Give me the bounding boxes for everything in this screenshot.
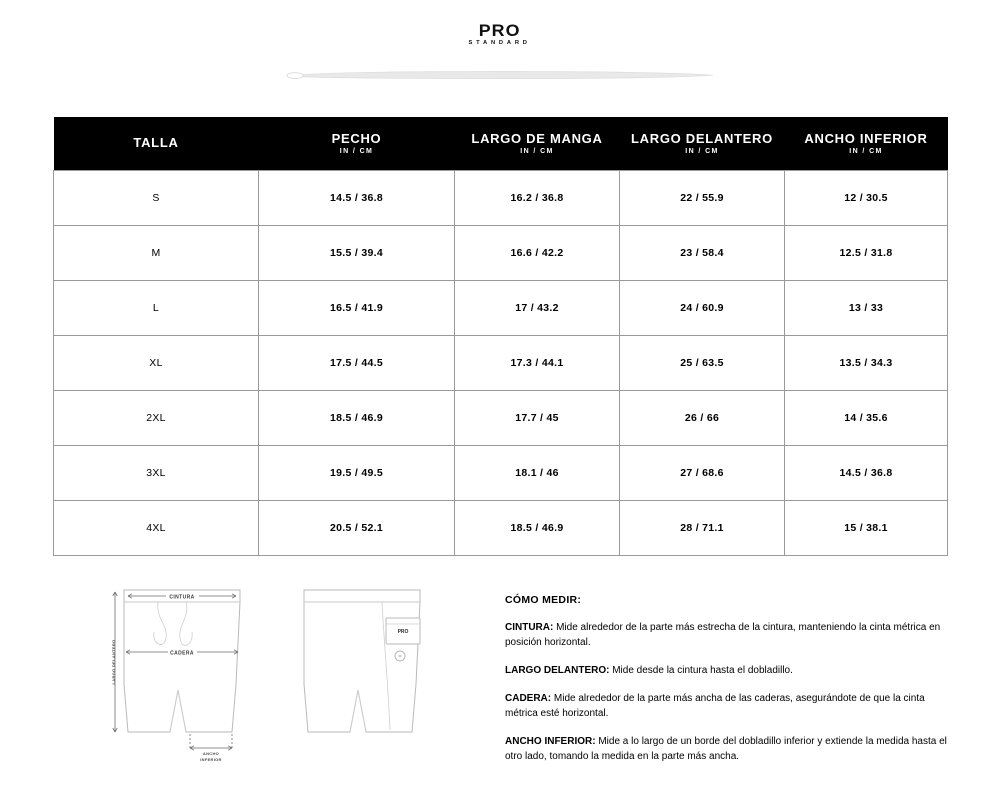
guide-term: LARGO DELANTERO: (505, 665, 610, 676)
cell-size: 4XL (54, 500, 259, 555)
column-header-label: PECHO (331, 130, 382, 146)
guide-text: Mide a lo largo de un borde del dobladillo inferior y extiende la medida hasta el otro lado, tomando la medida en la parte más ancha. (505, 736, 947, 762)
cell-ancho-inferior: 12.5 / 31.8 (785, 225, 948, 280)
guide-item-largo-delantero (505, 663, 955, 678)
guide-item-ancho-inferior (505, 734, 955, 764)
guide-text: Mide alrededor de la parte más estrecha de la cintura, manteniendo la cinta métrica en posición horizontal. (505, 622, 941, 648)
column-header-unit: IN / CM (520, 147, 554, 155)
column-header-talla (54, 117, 259, 170)
shorts-front-diagram (111, 590, 240, 762)
label-largo-delantero: LARGO DELANTERO (111, 639, 116, 685)
column-header-largo-delantero (620, 117, 785, 170)
cell-largo-delantero: 25 / 63.5 (620, 335, 785, 390)
lower-section (0, 572, 1000, 802)
cell-manga: 17.7 / 45 (455, 390, 620, 445)
shorts-side-diagram (304, 590, 420, 732)
cell-manga: 18.5 / 46.9 (455, 500, 620, 555)
cell-largo-delantero: 26 / 66 (620, 390, 785, 445)
guide-item-cintura (505, 620, 955, 650)
cell-ancho-inferior: 14.5 / 36.8 (785, 445, 948, 500)
guide-text: Mide desde la cintura hasta el dobladillo. (609, 665, 793, 676)
cell-manga: 16.6 / 42.2 (455, 225, 620, 280)
column-header-label: LARGO DELANTERO (631, 130, 773, 146)
size-table-container (53, 117, 947, 556)
cell-manga: 17 / 43.2 (455, 280, 620, 335)
column-header-unit: IN / CM (849, 147, 883, 155)
table-row (54, 170, 948, 225)
cell-size: XL (54, 335, 259, 390)
measuring-guide (505, 594, 955, 777)
cell-pecho: 19.5 / 49.5 (259, 445, 455, 500)
guide-term: ANCHO INFERIOR: (505, 736, 596, 747)
brand-name: PRO (479, 21, 521, 40)
needle-icon (283, 70, 717, 78)
cell-pecho: 18.5 / 46.9 (259, 390, 455, 445)
table-body (54, 170, 948, 555)
cell-size: L (54, 280, 259, 335)
table-row (54, 445, 948, 500)
column-header-label: LARGO DE MANGA (471, 130, 603, 146)
table-row (54, 225, 948, 280)
shorts-diagrams (82, 572, 472, 772)
label-ancho-inferior-1: ANCHO (202, 751, 220, 756)
cell-largo-delantero: 28 / 71.1 (620, 500, 785, 555)
cell-ancho-inferior: 15 / 38.1 (785, 500, 948, 555)
cell-manga: 16.2 / 36.8 (455, 170, 620, 225)
cell-manga: 18.1 / 46 (455, 445, 620, 500)
title-decoration (0, 58, 1000, 88)
cell-pecho: 14.5 / 36.8 (259, 170, 455, 225)
cell-largo-delantero: 22 / 55.9 (620, 170, 785, 225)
brand-wordmark (469, 22, 531, 47)
column-header-unit: IN / CM (339, 147, 374, 155)
cell-ancho-inferior: 12 / 30.5 (785, 170, 948, 225)
guide-text: Mide alrededor de la parte más ancha de las caderas, asegurándote de que la cinta métrica esté horizontal. (505, 693, 925, 719)
guide-title: CÓMO MEDIR: (505, 594, 582, 606)
label-cadera: CADERA (170, 650, 194, 657)
cell-size: 2XL (54, 390, 259, 445)
cell-largo-delantero: 23 / 58.4 (620, 225, 785, 280)
table-row (54, 500, 948, 555)
table-header (54, 117, 948, 170)
label-ancho-inferior-2: INFERIOR (200, 757, 222, 762)
table-row (54, 390, 948, 445)
guide-term: CADERA: (505, 693, 552, 704)
cell-pecho: 20.5 / 52.1 (259, 500, 455, 555)
label-cintura: CINTURA (169, 594, 195, 601)
table-header-row (54, 117, 948, 170)
cell-pecho: 15.5 / 39.4 (259, 225, 455, 280)
guide-item-cadera (505, 691, 955, 721)
cell-pecho: 17.5 / 44.5 (259, 335, 455, 390)
cell-size: M (54, 225, 259, 280)
cell-size: S (54, 170, 259, 225)
table-row (54, 280, 948, 335)
column-header-pecho (259, 117, 455, 170)
cell-ancho-inferior: 13.5 / 34.3 (785, 335, 948, 390)
column-header-largo-de-manga (455, 117, 620, 170)
cell-size: 3XL (54, 445, 259, 500)
size-table (53, 117, 948, 556)
cell-ancho-inferior: 14 / 35.6 (785, 390, 948, 445)
column-header-label: TALLA (133, 135, 179, 151)
column-header-label: ANCHO INFERIOR (804, 130, 928, 146)
guide-term: CINTURA: (505, 622, 554, 633)
brand-logo (0, 22, 1000, 49)
column-header-unit: IN / CM (685, 147, 719, 155)
brand-tagline: STANDARD (468, 40, 532, 46)
cell-pecho: 16.5 / 41.9 (259, 280, 455, 335)
cell-largo-delantero: 24 / 60.9 (620, 280, 785, 335)
column-header-ancho-inferior (785, 117, 948, 170)
cell-largo-delantero: 27 / 68.6 (620, 445, 785, 500)
pocket-brand-logo: PRO (397, 629, 409, 635)
cell-manga: 17.3 / 44.1 (455, 335, 620, 390)
cell-ancho-inferior: 13 / 33 (785, 280, 948, 335)
table-row (54, 335, 948, 390)
